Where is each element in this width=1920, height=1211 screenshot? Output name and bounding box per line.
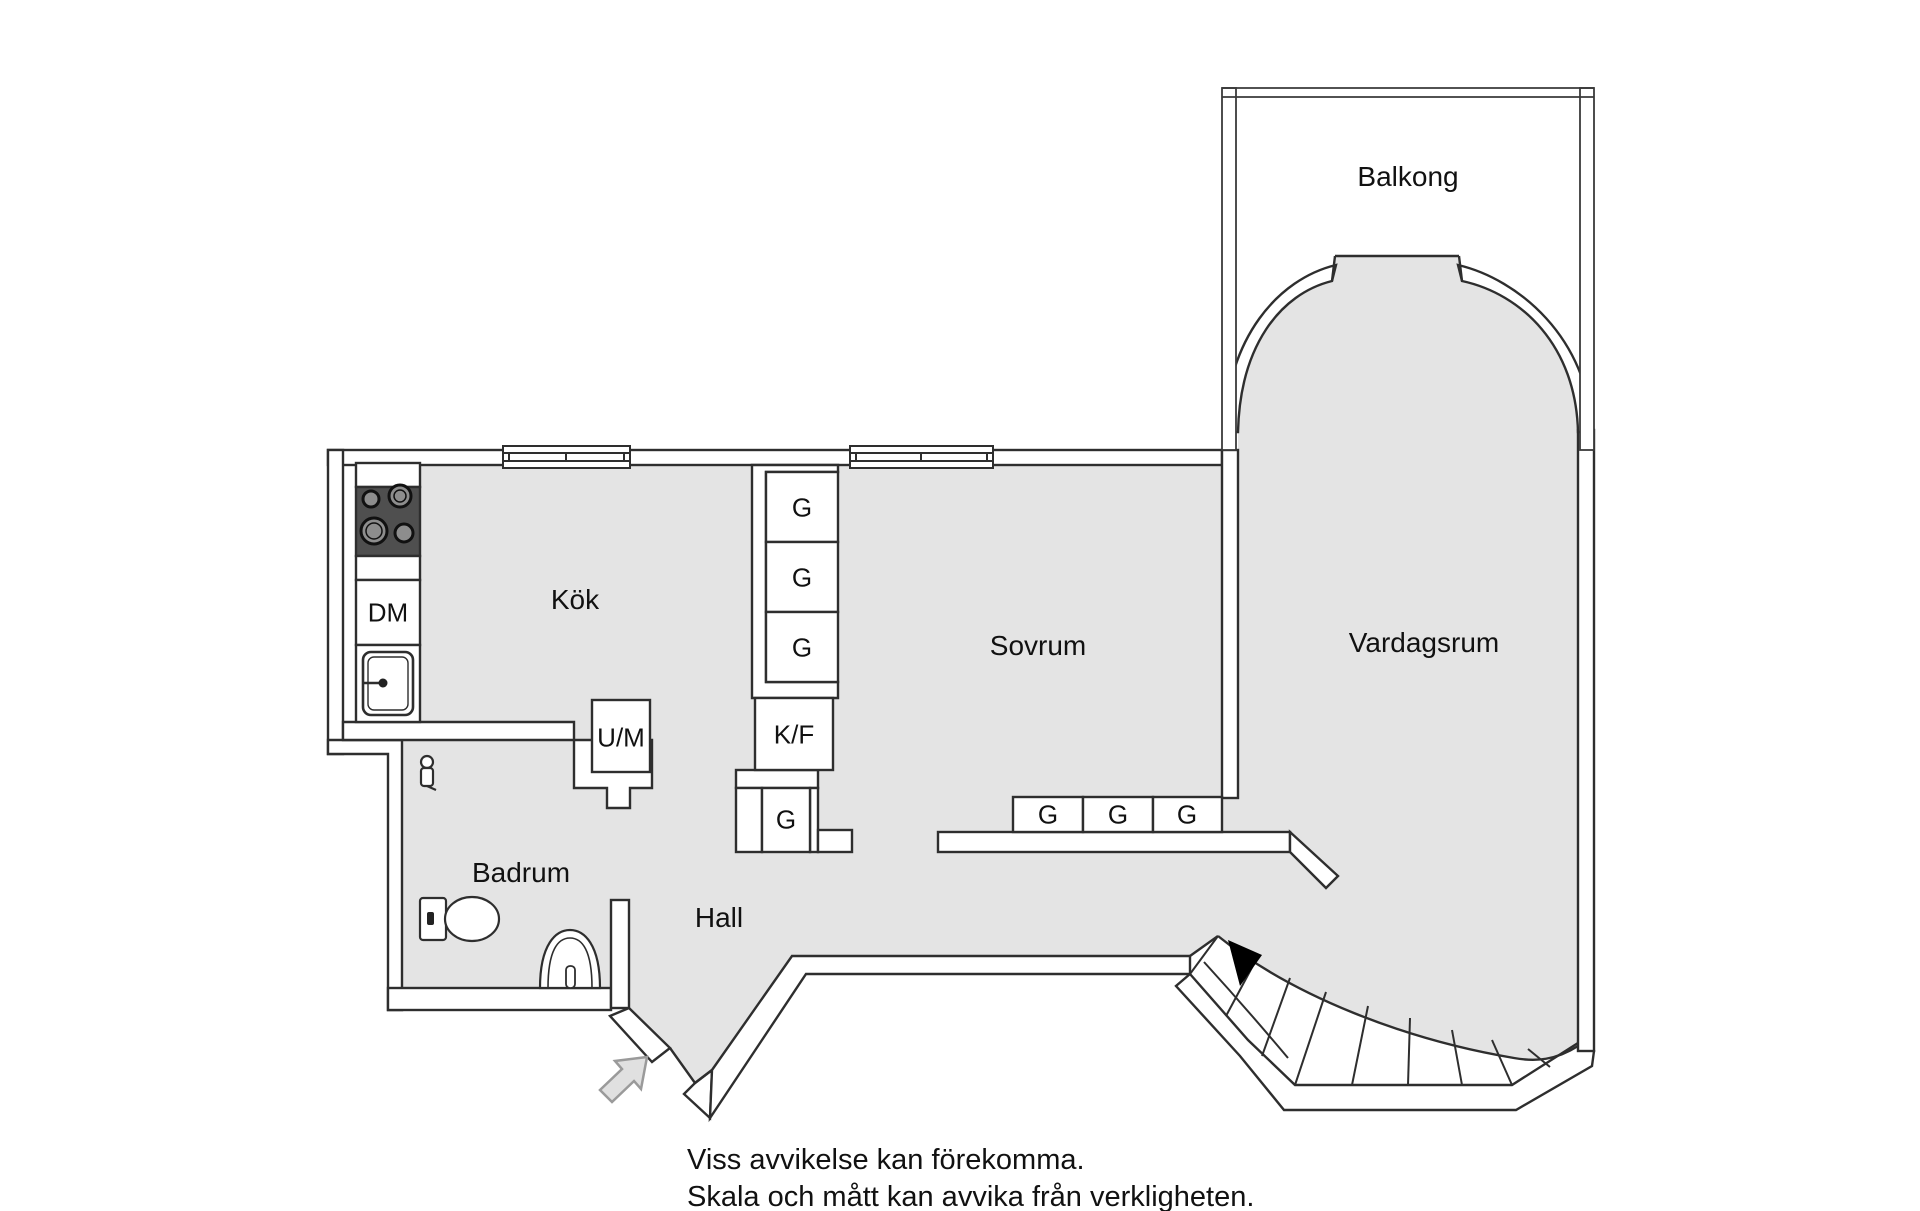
window-kitchen-icon [503, 446, 630, 468]
wall-g-step [818, 830, 852, 852]
label-closet-5: G [1037, 799, 1059, 830]
wall-g-left [736, 788, 762, 852]
room-label-kitchen: Kök [550, 584, 600, 615]
wall-bedroom-bottom [938, 832, 1290, 852]
room-label-bathroom: Badrum [471, 857, 571, 888]
entrance-arrow-icon [600, 1057, 647, 1102]
wall-hall-bottom [710, 956, 1190, 1118]
room-label-living-room: Vardagsrum [1348, 627, 1500, 658]
label-closet-7: G [1176, 799, 1198, 830]
label-closet-4: G [775, 804, 797, 835]
wall-bedroom-living [1222, 450, 1238, 798]
wall-left-lower [328, 740, 402, 1010]
wall-living-right [1578, 430, 1594, 1051]
label-closet-2: G [791, 562, 813, 593]
toilet-icon [420, 897, 499, 941]
balcony-wall-left-icon [1222, 88, 1236, 450]
room-label-balcony: Balkong [1357, 161, 1459, 192]
wall-left-upper [328, 450, 343, 754]
shower-tap-icon [421, 756, 436, 790]
label-closet-1: G [791, 492, 813, 523]
label-closet-3: G [791, 632, 813, 663]
label-closet-6: G [1107, 799, 1129, 830]
wall-kf-bottom-bar [736, 770, 818, 788]
disclaimer-line-2: Skala och mått kan avvika från verkligheten. [687, 1181, 1255, 1211]
disclaimer-line-1: Viss avvikelse kan förekomma. [687, 1144, 1085, 1176]
label-dishwasher: DM [367, 597, 409, 628]
label-oven-microwave: U/M [597, 722, 645, 753]
wall-top [328, 450, 1222, 465]
window-bedroom-icon [850, 446, 993, 468]
room-label-bedroom: Sovrum [989, 630, 1087, 661]
kitchen-sink-icon [363, 652, 413, 715]
wall-bathroom-right [611, 900, 629, 1008]
wall-g-right [810, 788, 818, 852]
room-label-hall: Hall [694, 902, 744, 933]
balcony-wall-right-icon [1580, 88, 1594, 450]
wall-bathroom-bottom [388, 988, 611, 1010]
label-fridge-freezer: K/F [773, 719, 815, 750]
